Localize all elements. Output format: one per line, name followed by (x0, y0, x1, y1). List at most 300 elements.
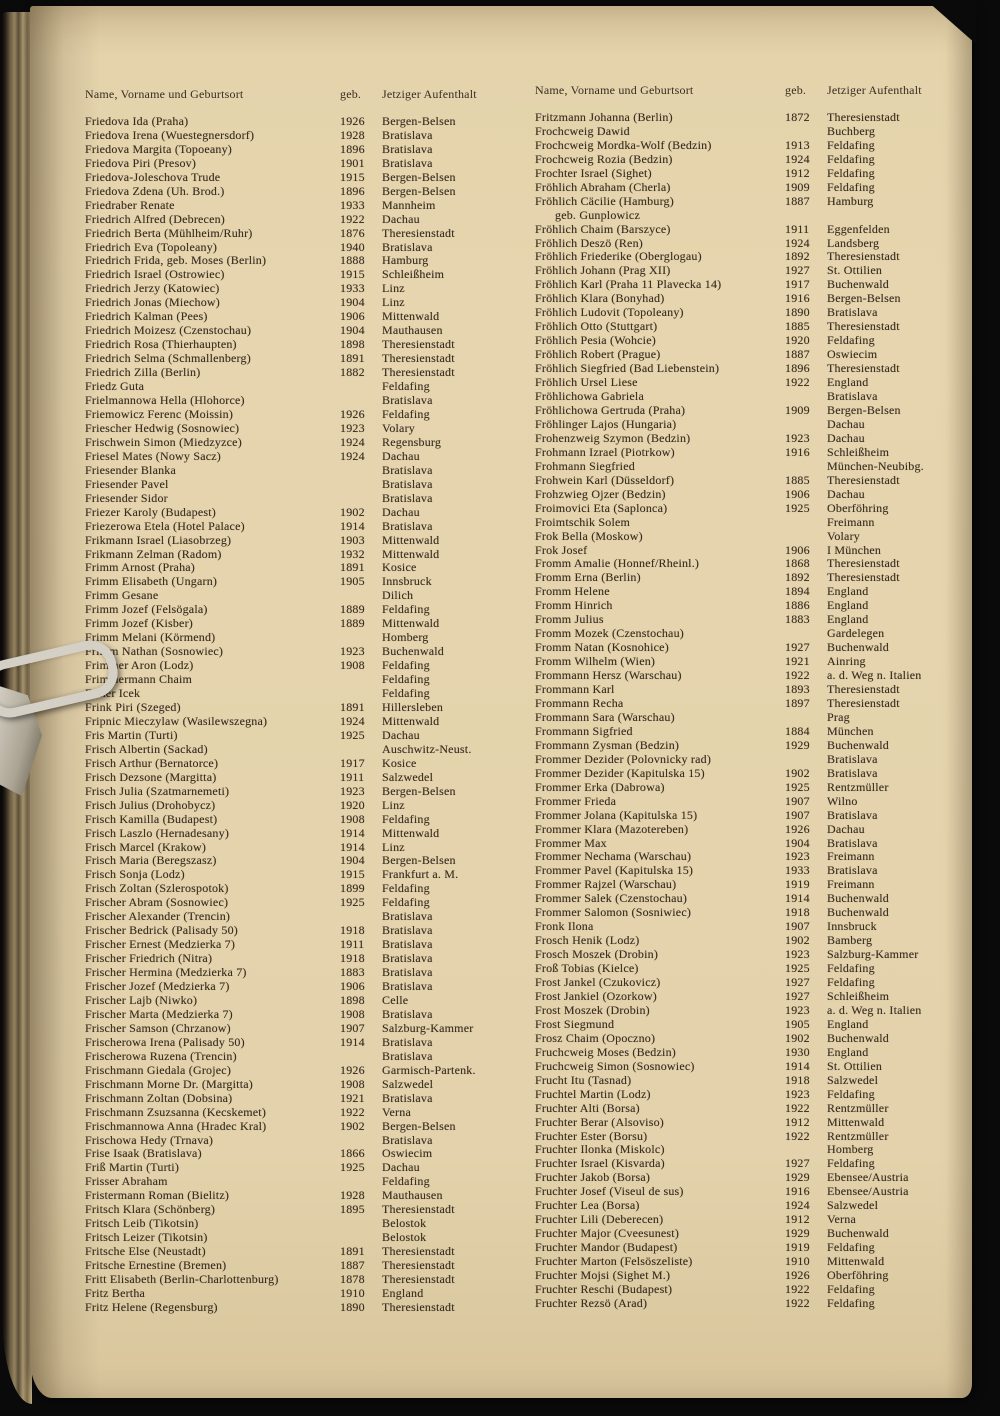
entry-birthyear: 1906 (785, 542, 810, 557)
table-row (85, 171, 525, 185)
entry-residence: Verna (382, 1104, 411, 1119)
entry-residence: Innsbruck (827, 919, 877, 934)
table-row (535, 516, 972, 530)
entry-birthyear (785, 711, 827, 725)
entry-residence: Theresienstadt (827, 361, 900, 376)
entry-name: Fruchter Jakob (Borsa) (535, 1170, 651, 1185)
entry-name: Frischer Marta (Medzierka 7) (85, 1006, 233, 1021)
entry-birthyear: 1902 (340, 1118, 365, 1133)
entry-name: Friedrich Frida, geb. Moses (Berlin) (85, 253, 267, 268)
table-row (535, 264, 972, 278)
entry-residence: Feldafing (827, 1282, 875, 1297)
entry-birthyear: 1923 (785, 430, 810, 445)
entry-name: Fruchter Ester (Borsu) (535, 1128, 648, 1143)
entry-name: Froimovici Eta (Saplonca) (535, 500, 668, 515)
entry-residence: Feldafing (382, 658, 430, 673)
entry-name: Frost Siegmund (535, 1016, 615, 1031)
entry-residence: Dachau (382, 504, 420, 519)
entry-residence: Bratislava (827, 389, 878, 404)
entry-name: Frohwein Karl (Düsseldorf) (535, 472, 675, 487)
table-row (535, 697, 972, 711)
entry-residence: Wilno (827, 793, 858, 808)
table-row (85, 631, 525, 645)
entry-birthyear: 1899 (340, 881, 365, 896)
entry-birthyear (340, 1175, 382, 1189)
entry-residence: Bratislava (382, 1034, 433, 1049)
entry-residence: Mauthausen (382, 323, 443, 338)
entry-birthyear: 1887 (340, 1258, 365, 1273)
entry-residence: Salzburg-Kammer (827, 947, 919, 962)
table-row (85, 268, 525, 282)
entry-residence: Salzwedel (382, 1076, 434, 1091)
entry-name: Fruchter Israel (Kisvarda) (535, 1156, 665, 1171)
table-row (85, 910, 525, 924)
entry-name: Frost Jankel (Czukovicz) (535, 975, 661, 990)
column-header (535, 84, 972, 98)
entry-birthyear: 1895 (340, 1202, 365, 1217)
entry-birthyear: 1930 (785, 1044, 810, 1059)
table-row (85, 980, 525, 994)
entry-birthyear: 1896 (340, 141, 365, 156)
entry-name: Fronk Ilona (535, 919, 594, 934)
entry-residence: Gardelegen (827, 626, 885, 641)
entry-name: Fruchter Rezsö (Arad) (535, 1295, 648, 1310)
header-residence: Jetziger Aufenthalt (827, 83, 922, 97)
entry-name: Frischer Abram (Sosnowiec) (85, 895, 229, 910)
entry-name: Fromm Amalie (Honnef/Rheinl.) (535, 556, 700, 571)
entry-residence: Volary (382, 420, 415, 435)
entry-residence: England (827, 1016, 869, 1031)
entry-residence: Bratislava (382, 1048, 433, 1063)
entry-birthyear: 1883 (340, 965, 365, 980)
entry-birthyear: 1883 (785, 612, 810, 627)
table-row (535, 1171, 972, 1185)
entry-residence: Homberg (382, 630, 429, 645)
table-row (85, 924, 525, 938)
entry-name: Frink Piri (Szeged) (85, 699, 181, 714)
entry-residence: Feldafing (382, 406, 430, 421)
entry-birthyear (340, 1217, 382, 1231)
entry-birthyear: 1914 (340, 518, 365, 533)
entry-name: Fritz Bertha (85, 1286, 146, 1301)
table-row (535, 1185, 972, 1199)
entry-residence: Mittenwald (382, 616, 440, 631)
entry-birthyear: 1923 (340, 783, 365, 798)
entry-name: Frohmann Izrael (Piotrkow) (535, 444, 675, 459)
entry-residence: Bratislava (382, 518, 433, 533)
entry-residence: Mannheim (382, 197, 436, 212)
entry-birthyear: 1916 (785, 291, 810, 306)
table-row (535, 125, 972, 139)
table-row (535, 725, 972, 739)
entry-name: Fruchter Josef (Viseul de sus) (535, 1184, 684, 1199)
entry-name: Frischer Lajb (Niwko) (85, 993, 198, 1007)
entry-birthyear: 1872 (785, 109, 810, 124)
table-row (85, 1175, 525, 1189)
entry-birthyear: 1925 (340, 895, 365, 910)
entry-birthyear: 1926 (340, 113, 365, 128)
entry-birthyear: 1922 (785, 1100, 810, 1115)
table-row (85, 757, 525, 771)
entry-residence: Theresienstadt (382, 365, 455, 380)
entry-name: Frommann Hersz (Warschau) (535, 668, 682, 683)
entry-residence: Linz (382, 281, 405, 296)
entry-birthyear: 1922 (785, 1282, 810, 1297)
table-row (535, 627, 972, 641)
entry-residence: Bratislava (382, 951, 433, 966)
entry-birthyear: 1915 (340, 267, 365, 282)
entry-birthyear: 1924 (785, 151, 810, 166)
table-row (85, 1217, 525, 1231)
entry-residence: Freimann (827, 849, 875, 864)
table-row (535, 1060, 972, 1074)
entry-name: Friedrich Israel (Ostrowiec) (85, 267, 225, 282)
entry-residence: Mittenwald (827, 1114, 885, 1129)
entry-birthyear: 1914 (785, 1058, 810, 1073)
table-row (85, 645, 525, 659)
table-row (85, 506, 525, 520)
entry-birthyear: 1898 (340, 993, 365, 1007)
entry-residence: Mittenwald (382, 825, 440, 840)
entry-name: Friner Icek (85, 686, 141, 701)
entry-birthyear (340, 394, 382, 408)
entry-birthyear: 1907 (785, 919, 810, 934)
entry-name: Friesender Pavel (85, 476, 169, 491)
entry-birthyear: 1926 (340, 1062, 365, 1077)
entry-residence: Feldafing (827, 1295, 875, 1310)
entry-residence: Freimann (827, 877, 875, 892)
table-row (85, 1147, 525, 1161)
entry-residence: Buchenwald (827, 640, 889, 655)
table-row (535, 418, 972, 432)
table-row (535, 376, 972, 390)
entry-birthyear: 1891 (340, 1244, 365, 1259)
entry-name: Frisch Julia (Szatmarnemeti) (85, 783, 230, 798)
entry-residence: Theresienstadt (827, 556, 900, 571)
entry-birthyear: 1932 (340, 546, 365, 561)
entry-birthyear: 1907 (785, 807, 810, 822)
entry-birthyear (785, 516, 827, 530)
entry-residence: Bratislava (382, 1132, 433, 1147)
entry-name: Fröhlich Cäcilie (Hamburg) (535, 193, 674, 208)
entry-name: Frommer Frieda (535, 793, 617, 808)
entry-name: Frohenzweig Szymon (Bedzin) (535, 430, 691, 445)
entry-residence: Bratislava (382, 909, 433, 924)
table-row (85, 715, 525, 729)
entry-residence: Dachau (827, 430, 865, 445)
entry-residence: Bergen-Belsen (382, 113, 456, 128)
entry-name: Fruchter Berar (Alsoviso) (535, 1114, 664, 1129)
entry-birthyear: 1897 (785, 695, 810, 710)
entry-birthyear (340, 380, 382, 394)
table-row (85, 799, 525, 813)
entry-residence: Mittenwald (382, 532, 440, 547)
entry-name: Friesel Mates (Nowy Sacz) (85, 448, 221, 463)
entry-birthyear: 1933 (340, 281, 365, 296)
table-row (85, 966, 525, 980)
table-row (85, 254, 525, 268)
entry-birthyear: 1925 (785, 500, 810, 515)
entry-residence: Feldafing (382, 881, 430, 896)
entry-birthyear: 1893 (785, 682, 810, 697)
entry-birthyear: 1921 (785, 654, 810, 669)
entry-name: Fröhlich Otto (Stuttgart) (535, 319, 658, 334)
entry-residence: Bratislava (382, 155, 433, 170)
column-header (85, 88, 525, 102)
table-row (535, 167, 972, 181)
entry-birthyear: 1902 (785, 1030, 810, 1045)
header-name: Name, Vorname und Geburtsort (535, 83, 694, 97)
entry-residence: Theresienstadt (827, 570, 900, 585)
table-row (535, 306, 972, 320)
entry-birthyear: 1917 (340, 755, 365, 770)
entry-birthyear: 1929 (785, 1170, 810, 1185)
entry-residence: Bratislava (382, 141, 433, 156)
table-row (85, 1189, 525, 1203)
table-row (535, 892, 972, 906)
entry-birthyear (785, 125, 827, 139)
table-row (85, 115, 525, 129)
entry-residence: Feldafing (382, 672, 430, 687)
entry-name: Frost Moszek (Drobin) (535, 1002, 650, 1017)
table-row (535, 809, 972, 823)
entry-birthyear: 1914 (340, 839, 365, 854)
entry-name: Fruchter Reschi (Budapest) (535, 1282, 673, 1297)
table-row (85, 143, 525, 157)
table-row (85, 701, 525, 715)
table-row (535, 446, 972, 460)
entry-name: Fröhlich Johann (Prag XII) (535, 263, 671, 278)
entry-name: Frommer Nechama (Warschau) (535, 849, 692, 864)
entry-name: Frimm Elisabeth (Ungarn) (85, 574, 218, 589)
table-row (85, 380, 525, 394)
entry-birthyear: 1915 (340, 169, 365, 184)
table-row (535, 878, 972, 892)
entry-residence: Salzwedel (382, 769, 434, 784)
entry-birthyear: 1892 (785, 570, 810, 585)
entry-name: Fromm Julius (535, 612, 604, 627)
table-row (85, 352, 525, 366)
table-row (85, 1273, 525, 1287)
entry-birthyear: 1924 (340, 448, 365, 463)
entry-residence: Feldafing (827, 1086, 875, 1101)
entry-residence: Garmisch-Partenk. (382, 1062, 476, 1077)
entry-residence: Ebensee/Austria (827, 1170, 909, 1185)
entry-name: Fröhlich Deszö (Ren) (535, 235, 643, 250)
table-row (535, 711, 972, 725)
table-row (85, 1161, 525, 1175)
table-row (85, 1231, 525, 1245)
table-row (535, 767, 972, 781)
entry-name: Fritsch Leizer (Tikotsin) (85, 1230, 208, 1245)
table-row (85, 408, 525, 422)
table-row (535, 1213, 972, 1227)
entry-birthyear: 1922 (785, 668, 810, 683)
entry-residence: Buchenwald (382, 644, 444, 659)
entry-birthyear: 1933 (785, 863, 810, 878)
table-row (535, 599, 972, 613)
entry-birthyear (340, 464, 382, 478)
entry-name: Friedova Margita (Topoeany) (85, 141, 232, 156)
entry-birthyear: 1922 (785, 1128, 810, 1143)
entry-residence: Bratislava (827, 835, 878, 850)
entry-birthyear: 1929 (785, 1226, 810, 1241)
entry-residence: Innsbruck (382, 574, 432, 589)
entry-name: geb. Gunplowicz (555, 207, 640, 222)
entry-name: Fromm Hinrich (535, 598, 613, 613)
entry-name: Fripnic Mieczylaw (Wasilewszegna) (85, 713, 268, 728)
entry-residence: Bratislava (382, 1006, 433, 1021)
entry-birthyear (340, 673, 382, 687)
entry-birthyear (340, 492, 382, 506)
entry-name: Frimm Jozef (Kisber) (85, 616, 193, 631)
entry-birthyear (785, 418, 827, 432)
entry-residence: Salzwedel (827, 1198, 879, 1213)
table-row (535, 655, 972, 669)
table-row (85, 282, 525, 296)
entry-residence: Theresienstadt (382, 1244, 455, 1259)
table-row (85, 129, 525, 143)
entry-name: Frommer Salomon (Sosniwiec) (535, 905, 692, 920)
table-row (535, 1143, 972, 1157)
entry-birthyear (785, 530, 827, 544)
entry-birthyear (340, 1134, 382, 1148)
entry-residence: Theresienstadt (827, 109, 900, 124)
entry-birthyear: 1926 (340, 406, 365, 421)
table-row (85, 952, 525, 966)
entry-residence: Bergen-Belsen (382, 169, 456, 184)
entry-birthyear: 1890 (340, 1299, 365, 1314)
entry-name: Fritsche Ernestine (Bremen) (85, 1258, 227, 1273)
table-row (535, 292, 972, 306)
entry-birthyear: 1925 (785, 961, 810, 976)
table-row (535, 362, 972, 376)
table-row (85, 213, 525, 227)
entry-residence: Bratislava (827, 807, 878, 822)
table-row (85, 394, 525, 408)
table-row (535, 139, 972, 153)
entry-birthyear: 1912 (785, 1114, 810, 1129)
entry-residence: a. d. Weg n. Italien (827, 1002, 922, 1017)
entry-residence: Feldafing (382, 686, 430, 701)
entry-name: Frisch Maria (Beregszasz) (85, 853, 217, 868)
column-right (535, 84, 972, 1311)
entry-residence: England (827, 598, 869, 613)
table-row (535, 432, 972, 446)
entry-residence: Bratislava (382, 127, 433, 142)
table-row (85, 338, 525, 352)
entry-residence: Feldafing (382, 602, 430, 617)
table-row (535, 1227, 972, 1241)
entry-birthyear: 1894 (785, 584, 810, 599)
entry-residence: Bratislava (827, 751, 878, 766)
table-row (535, 460, 972, 474)
table-row (535, 195, 972, 209)
table-row (85, 938, 525, 952)
entry-name: Frischer Alexander (Trencin) (85, 909, 231, 924)
entry-name: Fröhlich Siegfried (Bad Liebenstein) (535, 361, 720, 376)
entry-name: Frok Josef (535, 542, 588, 557)
table-row (85, 743, 525, 757)
entry-residence: Hamburg (382, 253, 429, 268)
entry-residence: Bratislava (382, 923, 433, 938)
entry-birthyear: 1925 (785, 779, 810, 794)
entry-birthyear: 1914 (340, 1034, 365, 1049)
entry-residence: Belostok (382, 1230, 427, 1245)
entry-birthyear (785, 460, 827, 474)
entry-residence: St. Ottilien (827, 1058, 883, 1073)
entry-birthyear (340, 631, 382, 645)
table-row (535, 488, 972, 502)
entry-birthyear: 1889 (340, 602, 365, 617)
entry-name: Friedrich Alfred (Debrecen) (85, 211, 226, 226)
entry-residence: Buchenwald (827, 737, 889, 752)
table-row (535, 1255, 972, 1269)
table-row (535, 1088, 972, 1102)
table-row (535, 585, 972, 599)
entry-name: Friesender Sidor (85, 490, 168, 505)
entry-residence: Eggenfelden (827, 221, 890, 236)
entry-birthyear: 1882 (340, 365, 365, 380)
entry-birthyear: 1922 (340, 211, 365, 226)
entry-residence: Celle (382, 993, 409, 1007)
entry-name: Fröhlich Robert (Prague) (535, 347, 661, 362)
entry-residence: Landsberg (827, 235, 880, 250)
table-row (535, 223, 972, 237)
entry-name: Fruchter Lili (Deberecen) (535, 1212, 664, 1227)
entry-birthyear: 1902 (785, 933, 810, 948)
entry-residence: Bratislava (827, 863, 878, 878)
entry-birthyear (785, 1143, 827, 1157)
table-row (535, 1199, 972, 1213)
entry-birthyear (340, 1231, 382, 1245)
table-row (85, 1134, 525, 1148)
entry-name: Fruchter Marton (Felsöszeliste) (535, 1254, 693, 1269)
table-row (85, 1092, 525, 1106)
entry-birthyear: 1910 (340, 1286, 365, 1301)
entry-name: Fromm Erna (Berlin) (535, 570, 641, 585)
table-row (535, 683, 972, 697)
entry-residence: Hillersleben (382, 699, 444, 714)
entry-name: Fruchtel Martin (Lodz) (535, 1086, 651, 1101)
table-row (535, 1116, 972, 1130)
entry-name: Frommer Erka (Dabrowa) (535, 779, 665, 794)
table-row (85, 366, 525, 380)
table-row (85, 492, 525, 506)
entry-name: Frischmann Morne Dr. (Margitta) (85, 1076, 253, 1091)
table-row (535, 557, 972, 571)
table-row (535, 1297, 972, 1311)
entry-birthyear: 1898 (340, 337, 365, 352)
table-row (535, 181, 972, 195)
entry-birthyear: 1923 (340, 644, 365, 659)
entry-birthyear: 1926 (785, 1268, 810, 1283)
entry-birthyear: 1904 (785, 835, 810, 850)
table-row (85, 199, 525, 213)
table-row (535, 1269, 972, 1283)
entry-name: Frommer Klara (Mazotereben) (535, 821, 689, 836)
entry-birthyear (805, 209, 847, 223)
entry-birthyear: 1924 (340, 713, 365, 728)
entry-name: Fromm Natan (Kosnohice) (535, 640, 669, 655)
entry-name: Frimmer Aron (Lodz) (85, 658, 194, 673)
entry-birthyear: 1885 (785, 319, 810, 334)
table-row (85, 1078, 525, 1092)
table-row (85, 478, 525, 492)
entry-residence: Theresienstadt (382, 1202, 455, 1217)
entry-name: Frisch Marcel (Krakow) (85, 839, 207, 854)
entry-residence: Dachau (827, 416, 865, 431)
